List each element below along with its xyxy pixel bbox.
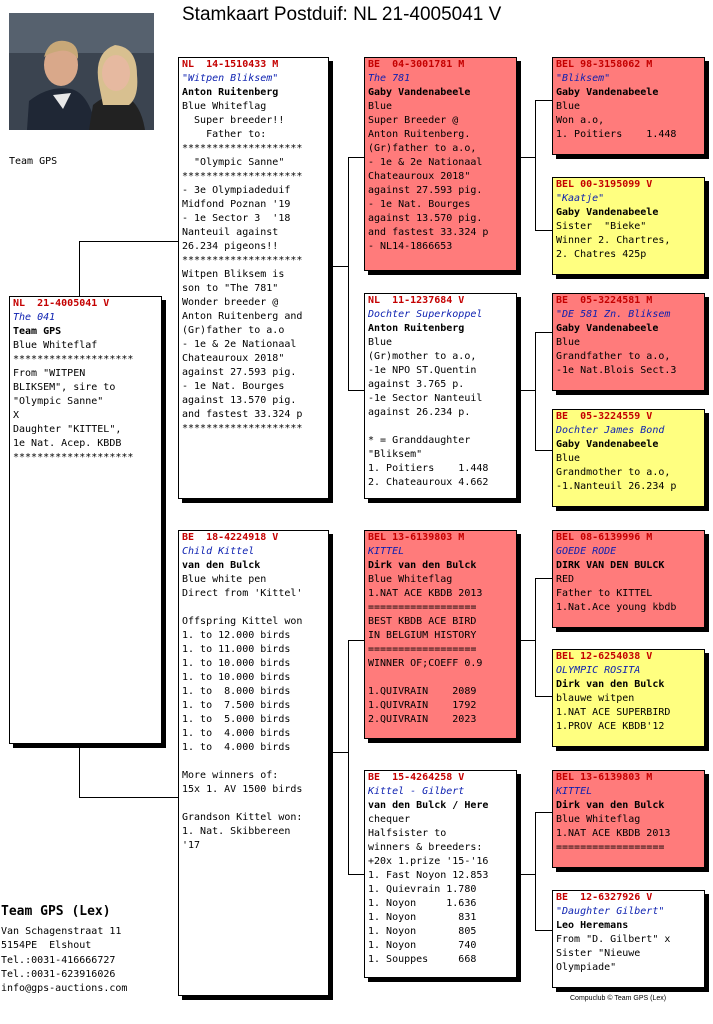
connector-line [348, 390, 364, 391]
ring-number: BEL 13-6139803 M [368, 532, 465, 543]
info-line: against 27.593 pig. [368, 185, 483, 196]
connector-line [332, 266, 349, 267]
info-line: Daughter "KITTEL", [13, 424, 122, 435]
connector-line [535, 332, 536, 450]
info-line: Sister "Nieuwe [556, 948, 641, 959]
info-line: 1. to 5.000 birds [182, 714, 291, 725]
info-line: Midfond Poznan '19 [182, 199, 291, 210]
info-line: "Olympic Sanne" [182, 157, 285, 168]
owner-name: Leo Heremans [556, 920, 629, 931]
pedigree-box-sire-dam-sire [552, 293, 705, 391]
info-line: Witpen Bliksem is [182, 269, 285, 280]
info-line: Nanteuil against [182, 227, 279, 238]
info-line: against 13.570 pig. [368, 213, 483, 224]
owner-name: Dirk van den Bulck [368, 560, 477, 571]
pigeon-name: "Kaatje" [556, 193, 605, 204]
info-line: (Gr)father to a.o, [368, 143, 477, 154]
ring-number: NL 14-1510433 M [182, 59, 279, 70]
info-line: 1.NAT ACE SUPERBIRD [556, 707, 671, 718]
pedigree-box-subject [9, 296, 162, 744]
info-line: From "D. Gilbert" x [556, 934, 671, 945]
info-line: Grandson Kittel won: [182, 812, 303, 823]
connector-line [519, 640, 536, 641]
connector-line [348, 157, 364, 158]
info-line: Father to: [182, 129, 267, 140]
info-line: WINNER OF;COEFF 0.9 [368, 658, 483, 669]
connector-line [348, 157, 349, 390]
connector-line [535, 332, 552, 333]
info-line: and fastest 33.324 p [182, 409, 303, 420]
connector-line [79, 797, 178, 798]
info-line: 1. Souppes 668 [368, 954, 477, 965]
info-line: ================== [368, 602, 477, 613]
pedigree-box-dam-dam-dam [552, 890, 705, 988]
info-line: -1e Nat.Blois Sect.3 [556, 365, 677, 376]
pedigree-box-sire-dam [364, 293, 517, 499]
footer-address-city: 5154PE Elshout [1, 940, 92, 952]
pedigree-box-sire-sire-sire [552, 57, 705, 155]
info-line: Grandfather to a.o, [556, 351, 671, 362]
info-line: Olympiade" [556, 962, 617, 973]
connector-line [535, 100, 552, 101]
ring-number: BE 05-3224581 M [556, 295, 653, 306]
info-line: More winners of: [182, 770, 279, 781]
info-line: - 1e Sector 3 '18 [182, 213, 291, 224]
connector-line [348, 874, 364, 875]
info-line: ================== [556, 842, 665, 853]
info-line: Blue [368, 337, 393, 348]
connector-line [535, 696, 552, 697]
info-line: and fastest 33.324 p [368, 227, 489, 238]
pigeon-name: GOEDE RODE [556, 546, 617, 557]
connector-line [79, 241, 178, 242]
pigeon-name: The 041 [13, 312, 56, 323]
pedigree-box-dam-sire-dam [552, 649, 705, 747]
connector-line [535, 930, 552, 931]
connector-line [535, 230, 552, 231]
info-line: 1. Noyon 805 [368, 926, 477, 937]
connector-line [535, 450, 552, 451]
info-line: 1. Noyon 740 [368, 940, 477, 951]
connector-line [519, 390, 536, 391]
info-line: 1. to 10.000 birds [182, 672, 291, 683]
owner-name: Dirk van den Bulck [556, 800, 665, 811]
info-line: - 1e & 2e Nationaal [368, 157, 483, 168]
info-line: Anton Ruitenberg and [182, 311, 303, 322]
info-line: 1. to 7.500 birds [182, 700, 291, 711]
pigeon-name: Dochter James Bond [556, 425, 665, 436]
info-line: 15x 1. AV 1500 birds [182, 784, 303, 795]
pedigree-box-dam-sire-sire [552, 530, 705, 628]
pigeon-name: "Witpen Bliksem" [182, 73, 279, 84]
info-line: Father to KITTEL [556, 588, 653, 599]
pedigree-box-dam-sire [364, 530, 517, 739]
info-line: BEST KBDB ACE BIRD [368, 616, 477, 627]
pedigree-box-dam-dam [364, 770, 517, 978]
pedigree-box-sire-sire [364, 57, 517, 271]
info-line: 1.NAT ACE KBDB 2013 [556, 828, 671, 839]
connector-line [79, 743, 80, 798]
info-line: From "WITPEN [13, 368, 86, 379]
info-line: (Gr)father to a.o [182, 325, 285, 336]
info-line: * = Granddaughter [368, 435, 471, 446]
ring-number: BE 05-3224559 V [556, 411, 653, 422]
info-line: against 27.593 pig. [182, 367, 297, 378]
owner-name: Gaby Vandenabeele [556, 323, 659, 334]
owner-name: DIRK VAN DEN BULCK [556, 560, 665, 571]
info-line: blauwe witpen [556, 693, 635, 704]
connector-line [519, 874, 536, 875]
info-line: Blue [556, 337, 581, 348]
connector-line [348, 640, 349, 874]
info-line: 1. Poitiers 1.448 [368, 463, 489, 474]
owner-name: van den Bulck / Here [368, 800, 489, 811]
connector-line [535, 812, 536, 930]
info-line: 1.QUIVRAIN 1792 [368, 700, 477, 711]
connector-line [535, 100, 536, 230]
info-line: "Olympic Sanne" [13, 396, 104, 407]
info-line: Won a.o, [556, 115, 605, 126]
info-line: son to "The 781" [182, 283, 279, 294]
footer-contact [1, 925, 127, 996]
info-line: - 1e Nat. Bourges [368, 199, 471, 210]
info-line: -1e Sector Nanteuil [368, 393, 483, 404]
owner-name: Anton Ruitenberg [182, 87, 279, 98]
pigeon-name: "Daughter Gilbert" [556, 906, 665, 917]
ring-number: NL 11-1237684 V [368, 295, 465, 306]
info-line: ******************** [182, 423, 303, 434]
ring-number: BEL 08-6139996 M [556, 532, 653, 543]
info-line: X [13, 410, 20, 421]
info-line: against 13.570 pig. [182, 395, 297, 406]
page-title: Stamkaart Postduif: NL 21-4005041 V [182, 4, 502, 25]
info-line: 1. to 8.000 birds [182, 686, 291, 697]
info-line: 1. to 10.000 birds [182, 658, 291, 669]
info-line: 1.Nat.Ace young kbdb [556, 602, 677, 613]
info-line: 26.234 pigeons!! [182, 241, 279, 252]
connector-line [535, 812, 552, 813]
info-line: Chateauroux 2018" [182, 353, 285, 364]
info-line: 1. to 12.000 birds [182, 630, 291, 641]
team-photo [9, 13, 154, 130]
pigeon-name: "DE 581 Zn. Bliksem [556, 309, 671, 320]
team-label: Team GPS [9, 156, 58, 167]
pigeon-name: Child Kittel [182, 546, 255, 557]
info-line: IN BELGIUM HISTORY [368, 630, 477, 641]
pigeon-name: "Bliksem" [556, 73, 611, 84]
info-line: Super breeder!! [182, 115, 285, 126]
info-line: - 3e Olympiadeduif [182, 185, 291, 196]
info-line: 1.NAT ACE KBDB 2013 [368, 588, 483, 599]
info-line [368, 420, 513, 434]
info-line: 1. Noyon 1.636 [368, 898, 477, 909]
footer-phone-1: Tel.:0031-416666727 [1, 954, 116, 966]
pigeon-name: KITTEL [556, 786, 593, 797]
info-line: "Bliksem" [368, 449, 423, 460]
info-line: Chateauroux 2018" [368, 171, 471, 182]
info-line: Blue [368, 101, 393, 112]
info-line: Blue [556, 101, 581, 112]
info-line: 1. to 11.000 birds [182, 644, 291, 655]
owner-name: van den Bulck [182, 560, 261, 571]
owner-name: Dirk van den Bulck [556, 679, 665, 690]
ring-number: BE 04-3001781 M [368, 59, 465, 70]
info-line: '17 [182, 840, 201, 851]
info-line: 2. Chatres 425p [556, 249, 647, 260]
info-line: 1. to 4.000 birds [182, 728, 291, 739]
pedigree-box-sire-sire-dam [552, 177, 705, 275]
info-line: ******************** [182, 143, 303, 154]
info-line: 1. Fast Noyon 12.853 [368, 870, 489, 881]
credit-text: Compuclub © Team GPS (Lex) [570, 995, 667, 1002]
owner-name: Gaby Vandenabeele [556, 87, 659, 98]
ring-number: BEL 13-6139803 M [556, 772, 653, 783]
info-line: -1e NPO ST.Quentin [368, 365, 477, 376]
owner-name: Gaby Vandenabeele [368, 87, 471, 98]
info-line: against 3.765 p. [368, 379, 465, 390]
footer-address-street: Van Schagenstraat 11 [1, 926, 122, 937]
info-line: - NL14-1866653 [368, 241, 453, 252]
owner-name: Gaby Vandenabeele [556, 439, 659, 450]
ring-number: BEL 98-3158062 M [556, 59, 653, 70]
info-line: winners & breeders: [368, 842, 483, 853]
footer-organization: Team GPS (Lex) [1, 904, 111, 919]
info-line [368, 671, 513, 685]
ring-number: BE 12-6327926 V [556, 892, 653, 903]
info-line: Direct from 'Kittel' [182, 588, 303, 599]
info-line: ================== [368, 644, 477, 655]
ring-number: BE 18-4224918 V [182, 532, 279, 543]
info-line: ******************** [13, 354, 134, 365]
info-line: Halfsister to [368, 828, 447, 839]
footer-email: info@gps-auctions.com [1, 983, 128, 995]
owner-name: Anton Ruitenberg [368, 323, 465, 334]
pedigree-box-sire [178, 57, 329, 499]
info-line: +20x 1.prize '15-'16 [368, 856, 489, 867]
connector-line [348, 640, 364, 641]
info-line: Blue [556, 453, 581, 464]
info-line: -1.Nanteuil 26.234 p [556, 481, 677, 492]
info-line: chequer [368, 814, 411, 825]
info-line: Blue white pen [182, 574, 267, 585]
pigeon-name: Dochter Superkoppel [368, 309, 483, 320]
pedigree-box-dam [178, 530, 329, 996]
connector-line [535, 578, 536, 696]
ring-number: NL 21-4005041 V [13, 298, 110, 309]
info-line: Blue Whiteflag [368, 574, 453, 585]
ring-number: BE 15-4264258 V [368, 772, 465, 783]
owner-name: Gaby Vandenabeele [556, 207, 659, 218]
info-line: against 26.234 p. [368, 407, 471, 418]
info-line: 1. Quievrain 1.780 [368, 884, 477, 895]
footer-phone-2: Tel.:0031-623916026 [1, 968, 116, 980]
info-line [182, 601, 325, 615]
info-line: - 1e & 2e Nationaal [182, 339, 297, 350]
info-line: ******************** [13, 452, 134, 463]
info-line: RED [556, 574, 575, 585]
info-line: 1. to 4.000 birds [182, 742, 291, 753]
info-line: ******************** [182, 255, 303, 266]
connector-line [519, 157, 536, 158]
info-line: 2.QUIVRAIN 2023 [368, 714, 477, 725]
pigeon-name: KITTEL [368, 546, 405, 557]
info-line [182, 797, 325, 811]
info-line: Offspring Kittel won [182, 616, 303, 627]
info-line: (Gr)mother to a.o, [368, 351, 477, 362]
info-line: 1. Nat. Skibbereen [182, 826, 291, 837]
connector-line [535, 578, 552, 579]
ring-number: BEL 12-6254038 V [556, 651, 653, 662]
info-line: Sister "Bieke" [556, 221, 647, 232]
info-line: Blue Whiteflag [182, 101, 267, 112]
info-line [182, 755, 325, 769]
pedigree-box-sire-dam-dam [552, 409, 705, 507]
info-line: Blue Whiteflaf [13, 340, 98, 351]
info-line: 1. Poitiers 1.448 [556, 129, 677, 140]
connector-line [332, 752, 349, 753]
info-line: 1. Noyon 831 [368, 912, 477, 923]
info-line: 1.QUIVRAIN 2089 [368, 686, 477, 697]
info-line: Blue Whiteflag [556, 814, 641, 825]
pigeon-name: Kittel - Gilbert [368, 786, 465, 797]
info-line: BLIKSEM", sire to [13, 382, 116, 393]
info-line: Anton Ruitenberg. [368, 129, 471, 140]
connector-line [79, 241, 80, 296]
ring-number: BEL 00-3195099 V [556, 179, 653, 190]
info-line: 1.PROV ACE KBDB'12 [556, 721, 665, 732]
info-line: - 1e Nat. Bourges [182, 381, 285, 392]
pigeon-name: The 781 [368, 73, 411, 84]
info-line: Super Breeder @ [368, 115, 459, 126]
info-line: Winner 2. Chartres, [556, 235, 671, 246]
info-line: Wonder breeder @ [182, 297, 279, 308]
pigeon-name: OLYMPIC ROSITA [556, 665, 641, 676]
info-line: ******************** [182, 171, 303, 182]
info-line: 1e Nat. Acep. KBDB [13, 438, 122, 449]
owner-name: Team GPS [13, 326, 62, 337]
pedigree-box-dam-dam-sire [552, 770, 705, 868]
info-line: 2. Chateauroux 4.662 [368, 477, 489, 488]
info-line: Grandmother to a.o, [556, 467, 671, 478]
